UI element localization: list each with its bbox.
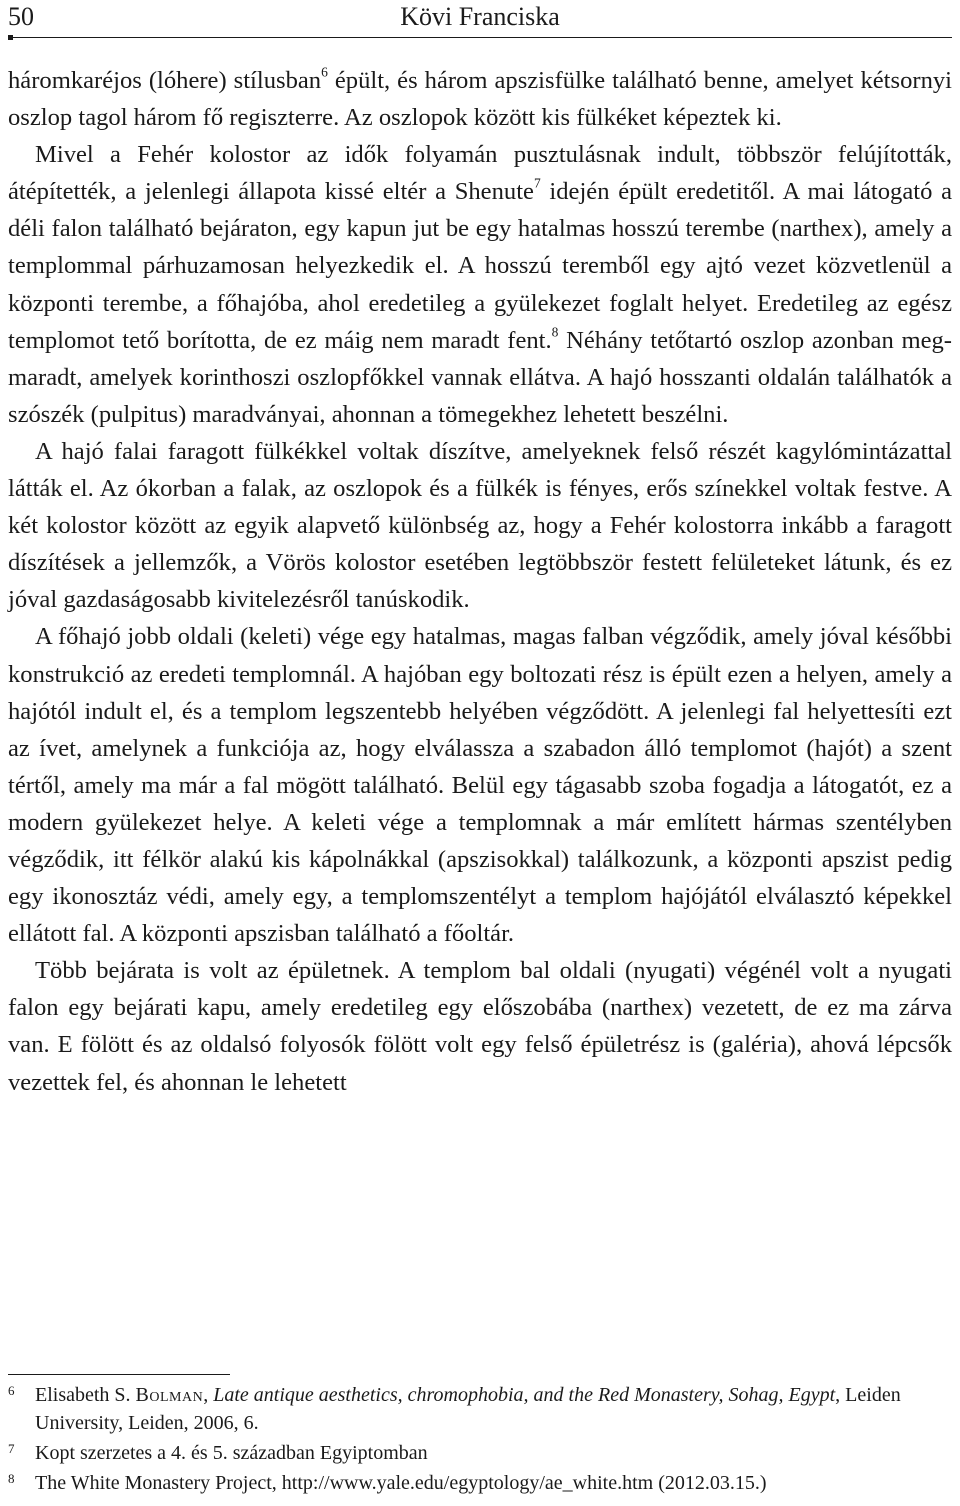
body-text xyxy=(8,62,952,1101)
footnote-author-first: Elisabeth S. xyxy=(35,1384,136,1406)
footnote-number: 8 xyxy=(8,1471,15,1486)
paragraph-1 xyxy=(8,62,952,136)
footnote-8 xyxy=(8,1469,952,1497)
footnote-publication: , Leiden University, Leiden, 2006, 6. xyxy=(35,1384,901,1434)
footnote-ref-8[interactable]: 8 xyxy=(551,324,559,340)
footnote-separator xyxy=(8,1374,230,1375)
footnote-number: 6 xyxy=(8,1383,15,1398)
page-header xyxy=(8,0,952,38)
footnotes xyxy=(8,1381,952,1499)
footnote-ref-7[interactable]: 7 xyxy=(533,175,541,191)
footnote-6 xyxy=(8,1381,952,1437)
footnote-ref-6[interactable]: 6 xyxy=(321,64,328,80)
paragraph-1-text-b: épült, és három apszisfülke található benne, amelyet kétsornyi oszlop tagol három fő regiszterre. Az oszlopok között kis fülkéket képeztek ki. xyxy=(8,67,952,132)
paragraph-5: Több bejárata is volt az épületnek. A templom bal oldali (nyugati) végénél volt a nyugati falon egy bejárati kapu, amely eredetileg egy előszobába (narthex) vezetett, de ez ma zárva van. E fölött és az oldalsó folyosók fölött volt egy felső épületrész is (galéria), ahová lépcsők vezettek fel, és ahonnan le lehetett xyxy=(8,957,952,1096)
paragraph-4: A főhajó jobb oldali (keleti) vége egy hatalmas, magas falban végződik, amely jóval későbbi konstrukció az eredeti templomnál. A hajóban egy boltozati rész is épült ezen a helyen, amely a hajótól indult el, és a templom legszentebb helyében végződött. A jelenlegi fal helyettesíti ezt az ívet, amelynek a funkciója az, hogy elválassza a szabadon álló templomot (hajót) a szent tértől, amely ma már a fal mögött található. Belül egy tágasabb szoba fogadja a látogatót, ez a modern gyülekezet helye. A keleti vége a templomnak a már említett hármas szentélyben végződik, itt félkör alakú kis kápolnákkal (apszisokkal) találkozunk, a központi apszist pedig egy ikonosztáz védi, amely egy, a templomszentélyt a templom hajójától elválasztó képekkel ellátott fal. A központi apszisban található a főoltár. xyxy=(8,623,952,948)
paragraph-2-text-a: Mivel a Fehér kolostor az idők folyamán pusztulásnak indult, többször felújították, átépítették, a jelenlegi állapota kissé eltér a Shenute xyxy=(8,141,952,206)
footnote-text: Kopt szerzetes a 4. és 5. században Egyiptomban xyxy=(35,1442,428,1464)
paragraph-2-text-b: idején épült eredetitől. A mai látogató a déli falon található bejáraton, egy kapun jut be egy hatalmas hosszú terembe (narthex), amely a templommal párhuzamosan helyezkedik el. A hosszú teremből egy ajtó vezet közvetlenül a központi terembe, a főhajóba, ahol eredetileg a gyülekezet foglalt helyet. Eredetileg az egész templomot tető borította, de ez máig nem maradt fent. xyxy=(8,178,952,354)
header-rule xyxy=(8,37,952,38)
footnote-work-title: Late antique aesthetics, chromophobia, and the Red Monastery, Sohag, Egypt xyxy=(213,1384,836,1406)
footnote-7 xyxy=(8,1439,952,1467)
footnote-comma: , xyxy=(203,1384,214,1406)
footnote-author-last: Bolman xyxy=(135,1384,204,1406)
paragraph-1-text-a: háromkaréjos (lóhere) stílusban xyxy=(8,67,322,94)
paragraph-2 xyxy=(8,136,952,433)
footnote-number: 7 xyxy=(8,1441,15,1456)
page-number: 50 xyxy=(8,2,34,31)
running-head-author: Kövi Franciska xyxy=(400,2,560,31)
paragraph-3: A hajó falai faragott fülkékkel voltak díszítve, amelyeknek felső részét kagylómintázattal látták el. Az ókorban a falak, az oszlopok és a fülkék is fényes, erős színekkel voltak festve. A két kolostor között az egyik alapvető különbség az, hogy a Fehér kolostorra inkább a faragott díszítések a jellemzők, a Vörös kolostor esetében legtöbbször festett felületeket látunk, és ez jóval gazdaságosabb kivitelezésről tanúskodik. xyxy=(8,437,952,614)
paragraph-2-text-c: Néhány tetőtartó oszlop azonban megmaradt, amelyek korinthoszi oszlopfőkkel vannak ellátva. A hajó hosszanti oldalán találhatók a szószék (pulpitus) maradványai, ahonnan a tömegekhez lehetett beszélni. xyxy=(8,326,952,428)
footnote-text: The White Monastery Project, http://www.yale.edu/egyptology/ae_white.htm (2012.03.15.) xyxy=(35,1472,767,1494)
